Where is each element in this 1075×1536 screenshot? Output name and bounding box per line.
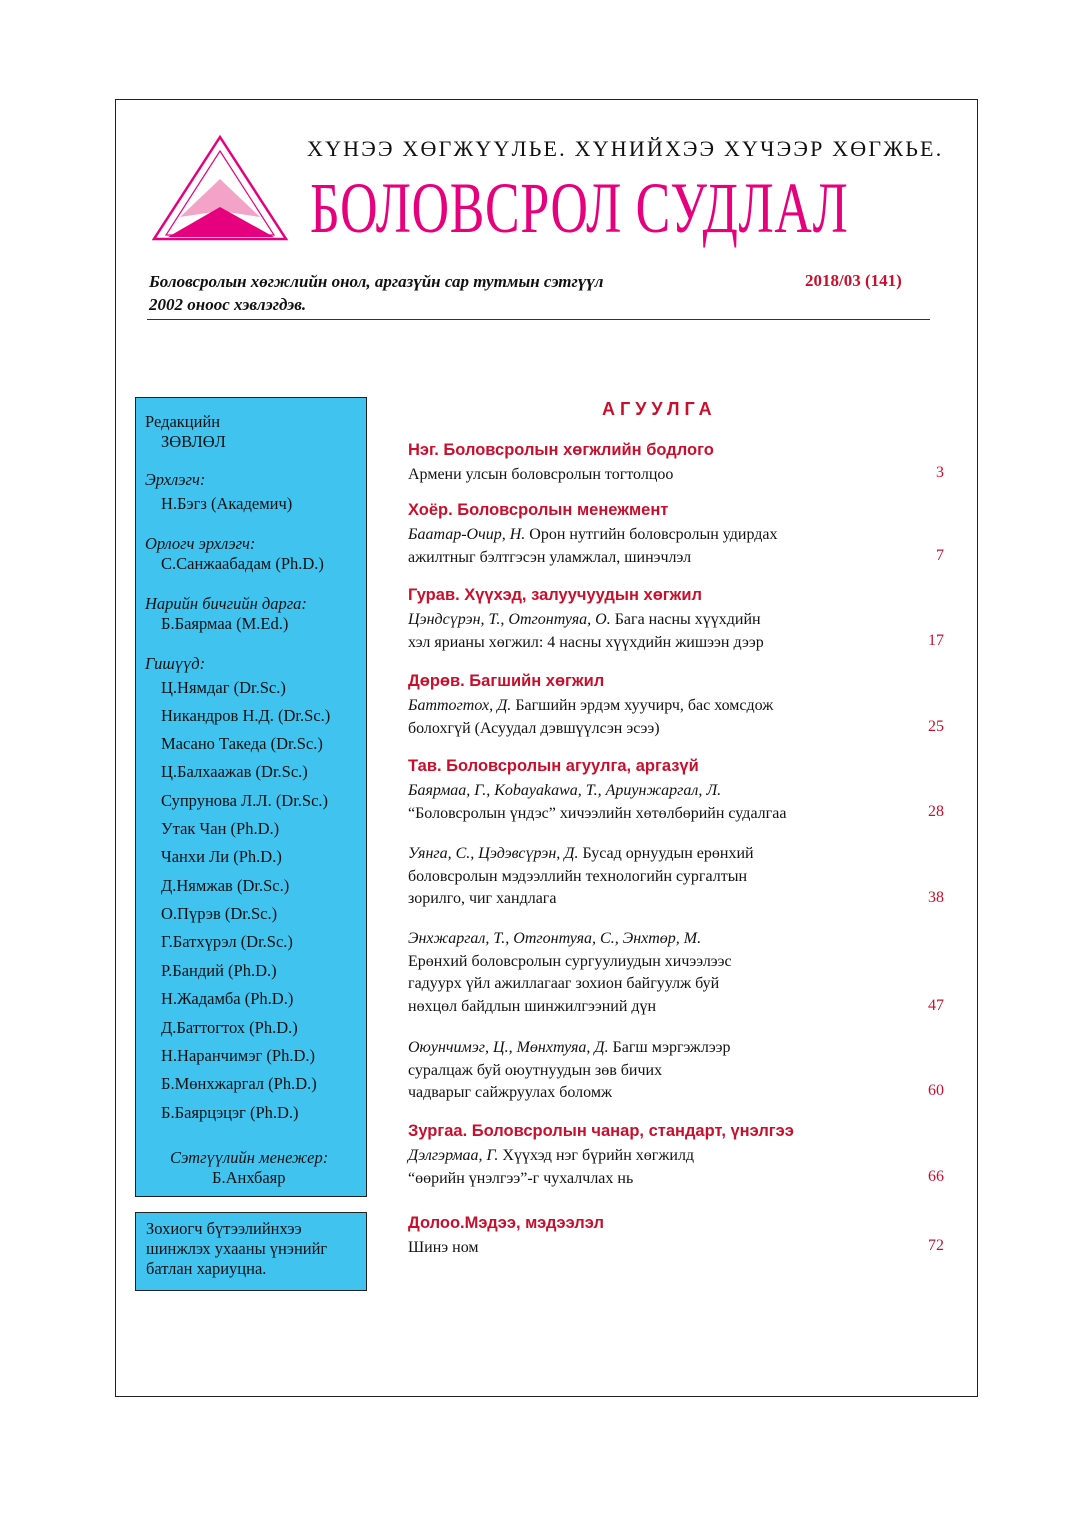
header-divider [147, 319, 930, 320]
board-heading-sub: ЗӨВЛӨЛ [161, 432, 226, 451]
board-member: Чанхи Ли (Ph.D.) [161, 847, 282, 866]
board-member: Б.Мөнхжаргал (Ph.D.) [161, 1074, 317, 1093]
toc-article: Баярмаа, Г., Kobayakawa, Т., Ариунжаргал, Л. “Боловсролын үндэс” хичээлийн хөтөлбөрийн судалгаа [408, 780, 928, 825]
toc-page-number: 60 [928, 1082, 944, 1099]
toc-article: Шинэ ном [408, 1239, 479, 1256]
toc-page-number: 25 [928, 718, 944, 735]
journal-motto: ХҮНЭЭ ХӨГЖҮҮЛЬЕ. ХҮНИЙХЭЭ ХҮЧЭЭР ХӨГЖЬЕ. [307, 136, 944, 161]
board-member: Б.Баярцэцэг (Ph.D.) [161, 1103, 299, 1122]
toc-article: Баатар-Очир, Н. Орон нутгийн боловсролын удирдах ажилтныг бэлтгэсэн уламжлал, шинэчлэл [408, 526, 778, 566]
toc-section-title: Нэг. Боловсролын хөгжлийн бодлого [408, 441, 714, 459]
secretary-name: Б.Баярмаа (M.Ed.) [161, 614, 289, 633]
board-member: Ц.Нямдаг (Dr.Sc.) [161, 678, 286, 697]
deputy-label: Орлогч эрхлэгч: [145, 534, 256, 553]
author-responsibility-note: Зохиогч бүтээлийнхээ шинжлэх ухааны үнэнийг батлан хариуцна. [135, 1212, 367, 1291]
toc-section-title: Зургаа. Боловсролын чанар, стандарт, үнэлгээ [408, 1122, 794, 1140]
journal-subtitle: Боловсролын хөгжлийн онол, аргазүйн сар тутмын сэтгүүл 2002 оноос хэвлэгдэв. [149, 272, 604, 314]
board-member: Утак Чан (Ph.D.) [161, 819, 280, 838]
toc-article: Уянга, С., Цэдэвсүрэн, Д. Бусад орнуудын ерөнхий боловсролын мэдээллийн технологийн сургалтын зорилго, чиг хандлага [408, 845, 754, 907]
board-member: Никандров Н.Д. (Dr.Sc.) [161, 706, 331, 725]
toc-section-title: Хоёр. Боловсролын менежмент [408, 501, 669, 519]
toc-article: Энхжаргал, Т., Отгонтуяа, С., Энхтөр, М. Ерөнхий боловсролын сургуулиудын хичээлээс гадуурх үйл ажиллагааг зохион байгуулж буй нөхцөл байдлын шинжилгээний дүн [408, 928, 928, 1018]
toc-article: Дэлгэрмаа, Г. Хүүхэд нэг бүрийн хөгжилд “өөрийн үнэлгээ”-г чухалчлах нь [408, 1147, 695, 1187]
journal-logo-triangle-icon [152, 133, 289, 243]
toc-section-title: Тав. Боловсролын агуулга, аргазүй [408, 757, 699, 775]
toc-page-number: 72 [928, 1237, 944, 1254]
manager-name: Б.Анхбаяр [212, 1168, 286, 1187]
editorial-board-panel [135, 397, 367, 1197]
toc-authors: Баттогтох, Д. [408, 697, 512, 714]
toc-authors: Дэлгэрмаа, Г. [408, 1147, 499, 1164]
toc-page-number: 38 [928, 889, 944, 906]
board-member: Д.Нямжав (Dr.Sc.) [161, 876, 290, 895]
board-member: Н.Наранчимэг (Ph.D.) [161, 1046, 316, 1065]
toc-article: Цэндсүрэн, Т., Отгонтуяа, О. Бага насны хүүхдийн хэл ярианы хөгжил: 4 насны хүүхдийн жишээн дээр [408, 611, 764, 651]
toc-article: Оюунчимэг, Ц., Мөнхтуяа, Д. Багш мэргэжлээр суралцаж буй оюутнуудын зөв бичих чадварыг сайжруулах боломж [408, 1039, 731, 1101]
chief-name: Н.Бэгз (Академич) [161, 494, 293, 513]
journal-title: БОЛОВСРОЛ СУДЛАЛ [310, 168, 849, 248]
board-member: Г.Батхүрэл (Dr.Sc.) [161, 932, 293, 951]
board-member: Супрунова Л.Л. (Dr.Sc.) [161, 791, 329, 810]
manager-label: Сэтгүүлийн менежер: [170, 1148, 329, 1167]
toc-page-number: 47 [928, 997, 944, 1014]
toc-section-title: Гурав. Хүүхэд, залуучуудын хөгжил [408, 586, 702, 604]
toc-page-number: 7 [936, 547, 944, 564]
toc-authors: Оюунчимэг, Ц., Мөнхтуяа, Д. [408, 1039, 609, 1056]
board-member: Р.Бандий (Ph.D.) [161, 961, 277, 980]
toc-page-number: 28 [928, 803, 944, 820]
toc-authors: Цэндсүрэн, Т., Отгонтуяа, О. [408, 611, 611, 628]
toc-authors: Энхжаргал, Т., Отгонтуяа, С., Энхтөр, М. [408, 930, 702, 947]
toc-page-number: 66 [928, 1168, 944, 1185]
board-member: Масано Такеда (Dr.Sc.) [161, 734, 323, 753]
board-member: О.Пүрэв (Dr.Sc.) [161, 904, 278, 923]
toc-page-number: 17 [928, 632, 944, 649]
toc-authors: Баярмаа, Г., Kobayakawa, Т., Ариунжаргал, Л. [408, 782, 722, 799]
toc-article: Армени улсын боловсролын тогтолцоо [408, 466, 674, 483]
toc-article: Баттогтох, Д. Багшийн эрдэм хуучирч, бас хомсдож болохгүй (Асуудал дэвшүүлсэн эсээ) [408, 697, 774, 737]
board-heading: Редакцийн [145, 412, 221, 431]
toc-page-number: 3 [936, 464, 944, 481]
toc-authors: Баатар-Очир, Н. [408, 526, 526, 543]
issue-number: 2018/03 (141) [805, 271, 902, 290]
board-member: Д.Баттогтох (Ph.D.) [161, 1018, 298, 1037]
secretary-label: Нарийн бичгийн дарга: [145, 594, 307, 613]
toc-section-title: Дөрөв. Багшийн хөгжил [408, 672, 605, 690]
board-member: Н.Жадамба (Ph.D.) [161, 989, 294, 1008]
toc-section-title: Долоо.Мэдээ, мэдээлэл [408, 1214, 604, 1232]
contents-heading: АГУУЛГА [602, 399, 717, 419]
deputy-name: С.Санжаабадам (Ph.D.) [161, 554, 324, 573]
chief-label: Эрхлэгч: [145, 470, 206, 489]
members-label: Гишүүд: [145, 654, 206, 673]
toc-authors: Уянга, С., Цэдэвсүрэн, Д. [408, 845, 579, 862]
board-member: Ц.Балхаажав (Dr.Sc.) [161, 762, 308, 781]
